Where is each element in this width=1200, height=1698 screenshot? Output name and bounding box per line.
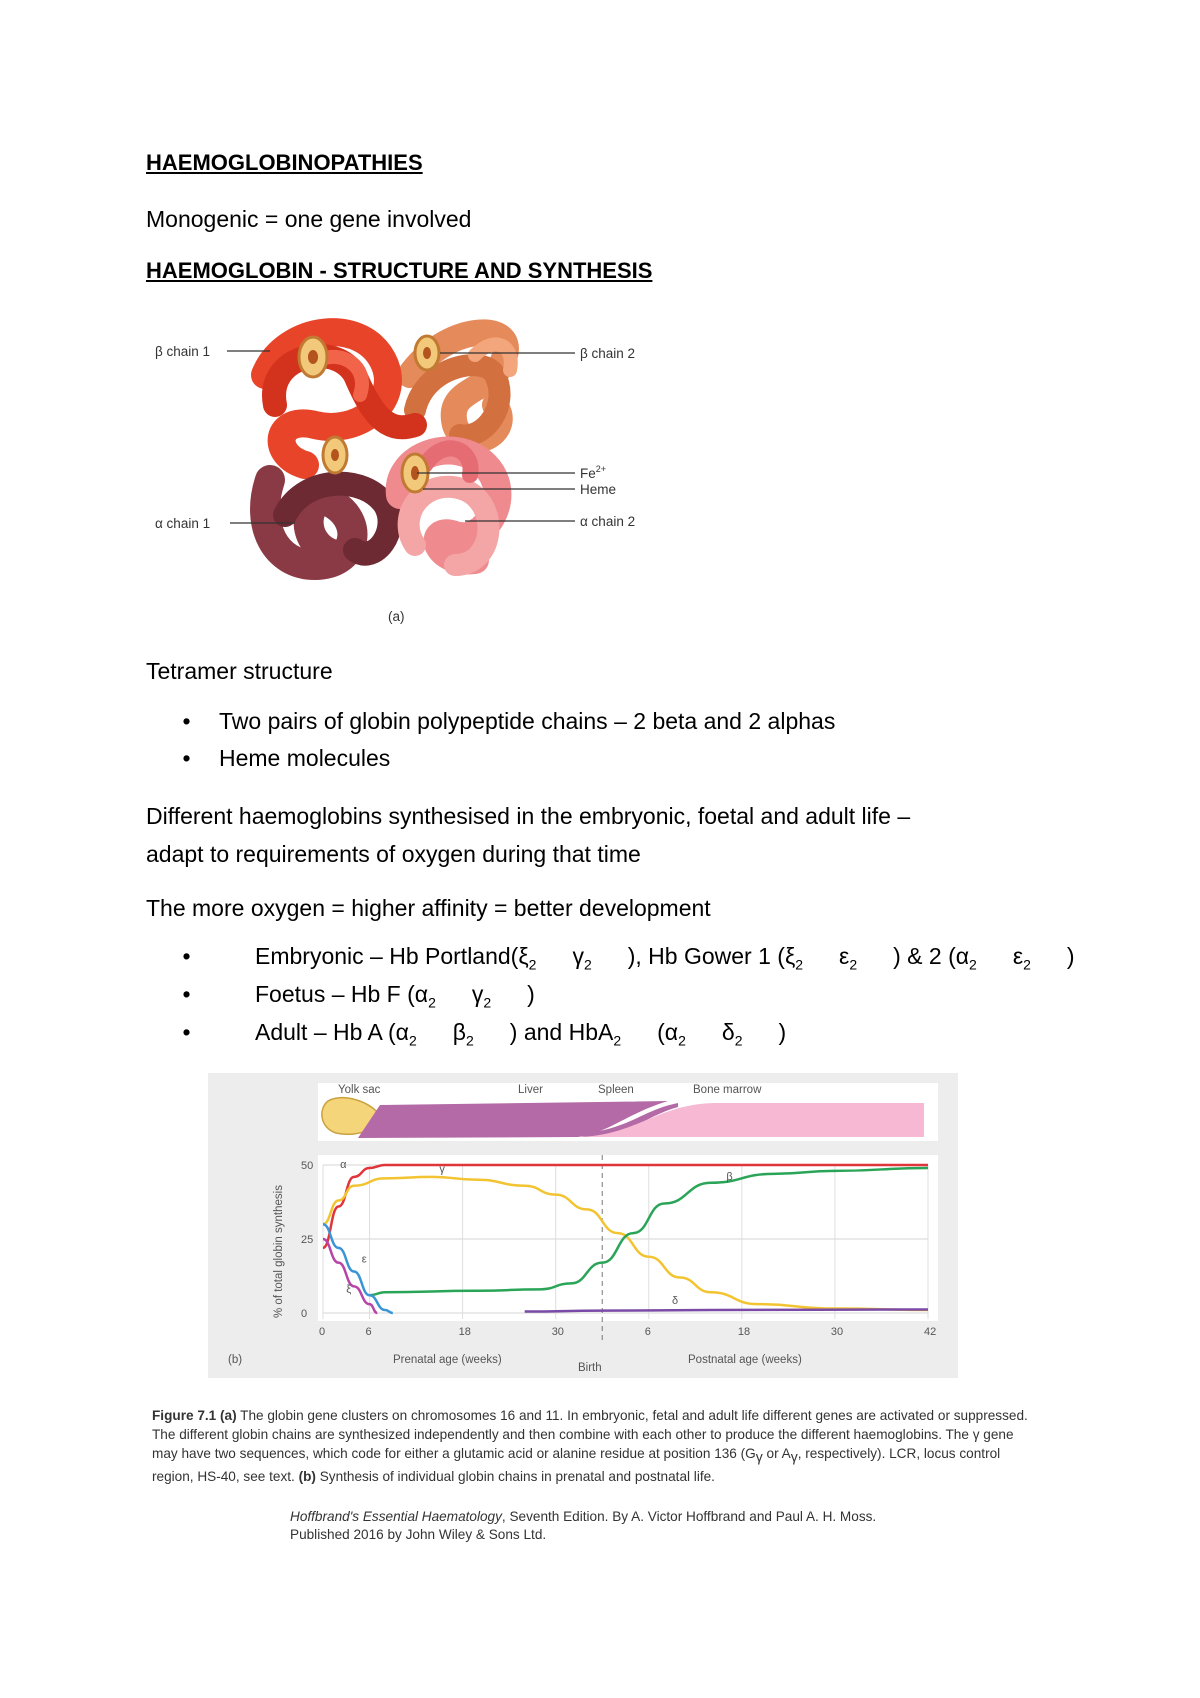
tetramer-title: Tetramer structure [146, 658, 333, 684]
label-alpha-chain-1: α chain 1 [155, 516, 211, 531]
y-tick-label: 0 [301, 1308, 308, 1320]
x-tick-label: 30 [551, 1326, 564, 1338]
x-axis-label-postnatal: Postnatal age (weeks) [688, 1354, 802, 1366]
series-label-γ: γ [439, 1163, 445, 1176]
y-tick-label: 25 [301, 1234, 314, 1246]
tetramer-bullet-2: • Heme molecules [183, 745, 390, 772]
hb-bullet-adult: • Adult – Hb A ($\alpha_2$ $\beta_2$ ) and HbA$_2$ ($\alpha_2$ $\delta_2$ ) [183, 1019, 786, 1049]
x-tick-label: 42 [924, 1326, 937, 1338]
organ-label-liver: Liver [518, 1084, 543, 1096]
label-alpha-chain-2: α chain 2 [580, 514, 636, 529]
series-label-ξ: ξ [346, 1283, 352, 1296]
organ-label-spleen: Spleen [598, 1084, 634, 1096]
label-heme: Heme [580, 482, 617, 497]
x-tick-label: 6 [644, 1326, 651, 1338]
label-beta-chain-2: β chain 2 [580, 346, 636, 361]
label-beta-chain-1: β chain 1 [155, 344, 211, 359]
hb-bullet-embryonic: • Embryonic – Hb $Portland(\xi_2$ $\gamma_2$ ), Hb Gower 1 ($\xi_2$ $\varepsilon_2$ ) & 2 ($\alpha_2$ $\varepsilon_2$ ) [183, 943, 1075, 973]
book-credit: Hoffbrand's Essential Haematology, Seventh Edition. By A. Victor Hoffbrand and Paul A. H. Moss. Published 2016 by John Wiley & Sons Ltd. [290, 1509, 877, 1542]
x-tick-label: 30 [830, 1326, 844, 1338]
y-axis-label: % of total globin synthesis [273, 1185, 285, 1318]
monogenic-line: Monogenic = one gene involved [146, 206, 472, 232]
series-label-β: β [726, 1170, 733, 1183]
label-panel-a: (a) [388, 609, 405, 624]
y-tick-label: 50 [301, 1160, 314, 1172]
organ-label-bone-marrow: Bone marrow [693, 1084, 762, 1096]
globin-synthesis-chart [208, 1073, 958, 1378]
tetramer-bullet-1: • Two pairs of globin polypeptide chains – 2 beta and 2 alphas [183, 708, 835, 735]
x-tick-label: 0 [319, 1326, 326, 1338]
series-label-δ: δ [672, 1295, 679, 1308]
x-tick-label: 18 [458, 1326, 471, 1338]
heading-haemoglobinopathies: HAEMOGLOBINOPATHIES [146, 150, 423, 175]
x-tick-label: 6 [365, 1326, 372, 1338]
different-haemoglobins-line-1: Different haemoglobins synthesised in the embryonic, foetal and adult life – [146, 803, 911, 829]
series-label-ε: ε [361, 1253, 367, 1266]
oxygen-line: The more oxygen = higher affinity = better development [146, 895, 711, 921]
label-fe: $Fe^{2+}$ [580, 464, 607, 481]
x-axis-label-prenatal: Prenatal age (weeks) [393, 1354, 502, 1366]
haemoglobin-structure-figure [155, 315, 655, 630]
organ-label-yolk-sac: Yolk sac [338, 1084, 381, 1096]
birth-label: Birth [578, 1362, 602, 1374]
different-haemoglobins-line-2: adapt to requirements of oxygen during that time [146, 841, 641, 867]
heading-structure-synthesis: HAEMOGLOBIN - STRUCTURE AND SYNTHESIS [146, 258, 653, 283]
x-tick-label: 18 [737, 1326, 751, 1338]
series-label-α: α [340, 1158, 347, 1171]
hb-bullet-foetus: • Foetus – Hb F ($\alpha_2$ $\gamma_2$ ) [183, 981, 535, 1011]
figure-caption: Figure 7.1 (a) The globin gene clusters on chromosomes 16 and 11. In embryonic, fetal and adult life different genes are activated or suppressed. The different globin chains are synthesized independently and then combine with each other to produce the different haemoglobins. The γ gene may have two sequences, which code for either a glutamic acid or alanine residue at position 136 ($G_\gamma$ or $A_\gamma$, respectively). LCR, locus control region, HS-40, see text. (b) Synthesis of individual globin chains in prenatal and postnatal life. [152, 1408, 1028, 1484]
panel-b-label: (b) [228, 1354, 243, 1366]
